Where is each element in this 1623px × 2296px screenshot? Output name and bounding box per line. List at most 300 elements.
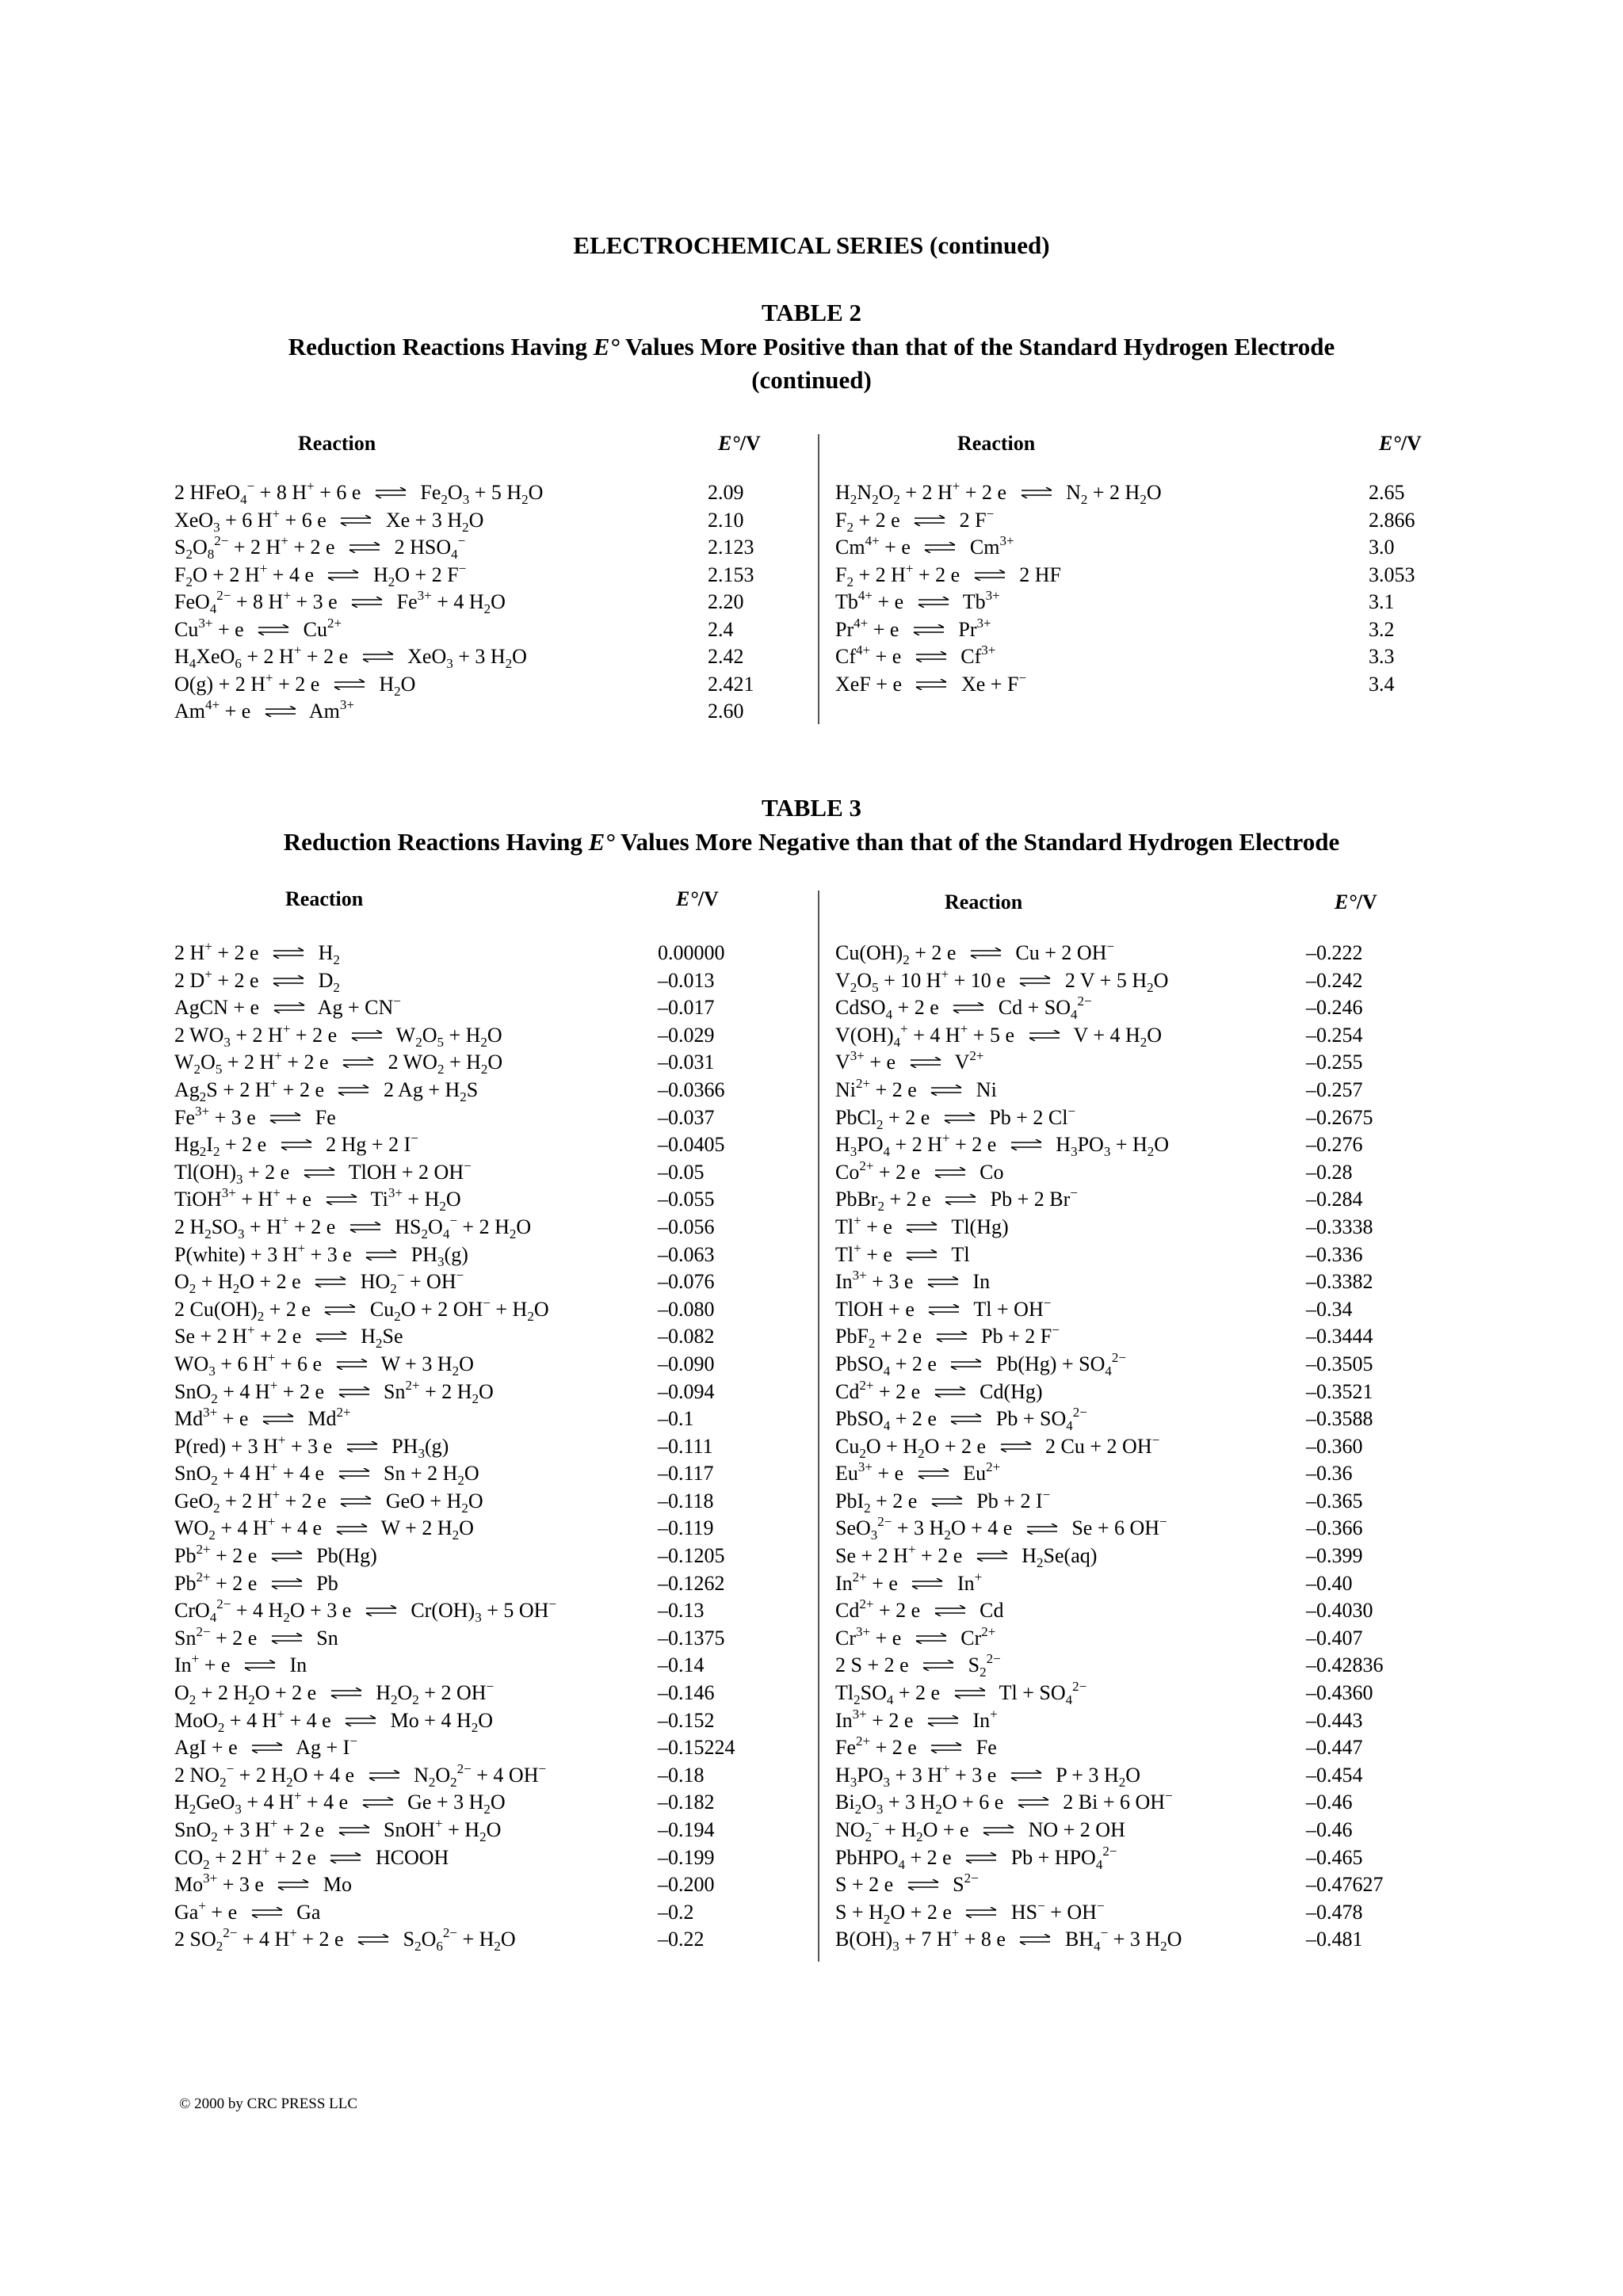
reaction-equation: $Cm^{4+} + e$ $Cm^{3+}$ [835, 533, 1014, 559]
potential-value: –0.017 [658, 996, 715, 1020]
table-row [835, 1871, 1469, 1899]
reaction-equation: SeO$_3^{2-}$ + 3 $H_2O + 4$ e Se + 6 OH− [835, 1514, 1167, 1543]
table-row [174, 698, 808, 726]
table-row [835, 1789, 1469, 1817]
table-row [174, 1899, 808, 1927]
table-row [174, 1433, 808, 1461]
table3-left-column [174, 940, 808, 1954]
potential-value: –0.14 [658, 1653, 705, 1677]
potential-value: –0.1 [658, 1407, 694, 1431]
equilibrium-arrow-icon [973, 570, 1006, 581]
table-row [835, 1049, 1469, 1077]
reaction-equation: $WO_2 + 4$ H+ + 4 e W + 2 $H_2O$ [174, 1514, 474, 1543]
potential-value: –0.118 [658, 1489, 714, 1512]
equilibrium-arrow-icon [944, 1194, 977, 1205]
reaction-equation: $Tl_2SO_4 + 2$ e $Tl + SO_4^{2-}$ [835, 1679, 1087, 1708]
reaction-equation: $H_2N_2O_2 + 2$ H+ + 2 e $N_2 + 2$ $H_2O$ [835, 479, 1162, 507]
equilibrium-arrow-icon [915, 651, 948, 662]
potential-value: –0.365 [1306, 1489, 1363, 1512]
table-row [835, 1844, 1469, 1872]
table-row [174, 589, 808, 616]
reaction-equation: $W_2O_5 + 2$ H+ + 2 e 2 $WO_2 + H_2O$ [174, 1048, 503, 1077]
table-row [174, 1460, 808, 1488]
table-row [835, 671, 1469, 699]
potential-value: –0.199 [658, 1845, 715, 1869]
equilibrium-arrow-icon [930, 1496, 964, 1507]
equilibrium-arrow-icon [1020, 487, 1053, 498]
table-row [174, 562, 808, 589]
equilibrium-arrow-icon [982, 1825, 1015, 1836]
table-row [174, 1597, 808, 1625]
reaction-equation: $Sn^{2-} + 2$ e Sn [174, 1623, 338, 1650]
equilibrium-arrow-icon [927, 1304, 960, 1315]
table-row [174, 1104, 808, 1132]
table-row [174, 1625, 808, 1653]
potential-value: –0.3338 [1306, 1215, 1373, 1238]
table-row [174, 1241, 808, 1269]
e-unit: /V [739, 432, 761, 455]
table-row [835, 1926, 1469, 1954]
table-row [174, 1680, 808, 1707]
equilibrium-arrow-icon [911, 1578, 944, 1589]
potential-value: –0.3505 [1306, 1352, 1373, 1375]
potential-value: –0.18 [658, 1763, 705, 1787]
potential-value: –0.242 [1306, 968, 1363, 992]
potential-value: –0.082 [658, 1325, 715, 1348]
potential-value: 2.421 [708, 672, 754, 696]
equilibrium-arrow-icon [915, 1633, 948, 1644]
reaction-equation: $Ag_2S + 2$ H+ + 2 e 2 $Ag + H_2S$ [174, 1075, 479, 1104]
reaction-equation: $O_2 + H_2O + 2$ e $HO_2^- + OH^-$ [174, 1268, 464, 1297]
equilibrium-arrow-icon [917, 1468, 950, 1479]
table3-left-reaction-header: Reaction [285, 887, 364, 910]
reaction-equation: CdSO$_4$ + 2 e $Cd + SO_4^{2-}$ [835, 994, 1092, 1023]
reaction-equation: $Am^{4+} + e$ $Am^{3+}$ [174, 697, 354, 723]
table2-subtitle-continued: (continued) [751, 366, 872, 394]
table-row [835, 1405, 1469, 1433]
table-row [835, 1104, 1469, 1132]
table-row [835, 1214, 1469, 1241]
potential-value: –0.152 [658, 1708, 715, 1732]
table3-right-column [835, 940, 1469, 1954]
table2-subtitle-pre: Reduction Reactions Having [288, 333, 594, 360]
table2-right-column [835, 479, 1469, 698]
reaction-equation: $Eu^{3+} + e$ $Eu^{2+}$ [835, 1459, 1001, 1486]
table2-right-e-header [1379, 432, 1422, 456]
potential-value: –0.28 [1306, 1160, 1353, 1184]
equilibrium-arrow-icon [923, 542, 957, 553]
table-row [174, 1762, 808, 1790]
table3-column-divider [818, 891, 819, 1962]
reaction-equation: $Bi_2O_3 + 3$ $H_2O + 6$ e 2 Bi + 6 OH− [835, 1788, 1173, 1817]
table-row [835, 616, 1469, 644]
reaction-equation: $Cd^{2+} + 2$ e Cd [835, 1596, 1004, 1623]
equilibrium-arrow-icon [344, 1715, 377, 1726]
equilibrium-arrow-icon [277, 1879, 310, 1890]
equilibrium-arrow-icon [905, 1249, 938, 1261]
reaction-equation: $Cf^{4+} + e$ $Cf^{3+}$ [835, 643, 996, 669]
table3-subtitle-pre: Reduction Reactions Having [283, 828, 589, 856]
reaction-equation: PbSO$_4$ + 2 e $Pb + SO_4^{2-}$ [835, 1405, 1087, 1434]
potential-value: –0.447 [1306, 1736, 1363, 1760]
potential-value: –0.399 [1306, 1544, 1363, 1568]
page-title: ELECTROCHEMICAL SERIES (continued) [573, 231, 1050, 259]
table-row [174, 1022, 808, 1050]
potential-value: –0.40 [1306, 1571, 1353, 1595]
potential-value: 2.60 [708, 700, 744, 723]
equilibrium-arrow-icon [303, 1167, 336, 1178]
table-row [835, 1625, 1469, 1653]
potential-value: 2.42 [708, 645, 744, 669]
potential-value: –0.246 [1306, 996, 1363, 1020]
equilibrium-arrow-icon [325, 1194, 358, 1205]
equilibrium-arrow-icon [999, 1441, 1033, 1452]
reaction-equation: $H_3PO_3 + 3$ H+ + 3 e P + 3 $H_2O$ [835, 1760, 1140, 1790]
equilibrium-arrow-icon [335, 1359, 369, 1370]
equilibrium-arrow-icon [357, 1934, 390, 1945]
table-row [174, 1159, 808, 1187]
table-row [835, 1652, 1469, 1680]
table-row [835, 1707, 1469, 1735]
table-row [835, 1351, 1469, 1379]
reaction-equation: $V_2O_5 + 10$ H+ + 10 e 2 V + 5 $H_2O$ [835, 966, 1169, 995]
equilibrium-arrow-icon [269, 1112, 302, 1123]
table-row [835, 1680, 1469, 1707]
reaction-equation: 2 HFeO$_4$− + 8 H+ + 6 e $Fe_2O_3 + 5$ $H_2O$ [174, 479, 544, 507]
reaction-equation: O(g) + 2 H+ + 2 e $H_2O$ [174, 669, 416, 699]
potential-value: –0.276 [1306, 1133, 1363, 1157]
potential-value: –0.076 [658, 1270, 715, 1294]
potential-value: 2.866 [1369, 508, 1415, 532]
reaction-equation: $Md^{3+} + e$ $Md^{2+}$ [174, 1405, 351, 1431]
reaction-equation: $Mo^{3+} + 3$ e Mo [174, 1871, 353, 1897]
reaction-equation: 2 $Cu(OH)_2 + 2$ e $Cu_2O + 2$ $OH^- + H_2O$ [174, 1295, 549, 1324]
equilibrium-arrow-icon [337, 1085, 370, 1096]
potential-value: –0.1375 [658, 1626, 725, 1650]
reaction-equation: MoO$_2$ + 4 H+ + 4 e Mo + 4 $H_2O$ [174, 1706, 493, 1735]
reaction-equation: $Pb^{2+} + 2$ e Pb [174, 1569, 338, 1595]
equilibrium-arrow-icon [315, 1331, 348, 1342]
equilibrium-arrow-icon [374, 487, 407, 498]
equilibrium-arrow-icon [257, 624, 290, 635]
e-unit: /V [697, 887, 719, 910]
table-row [835, 1488, 1469, 1516]
equilibrium-arrow-icon [969, 948, 1002, 959]
potential-value: –0.15224 [658, 1736, 735, 1760]
reaction-equation: $V^{3+} + e$ $V^{2+}$ [835, 1048, 984, 1074]
potential-value: –0.055 [658, 1188, 715, 1211]
reaction-equation: $O_2 + 2$ $H_2O + 2$ e $H_2O_2 + 2$ OH− [174, 1679, 495, 1708]
equilibrium-arrow-icon [926, 1276, 960, 1287]
table-row [174, 616, 808, 644]
table-row [835, 1597, 1469, 1625]
potential-value: –0.029 [658, 1023, 715, 1047]
equilibrium-arrow-icon [338, 1386, 371, 1398]
reaction-equation: $F_2 + 2$ e 2 F− [835, 505, 995, 535]
reaction-equation: $F_2O + 2$ H+ + 4 e $H_2O + 2$ F− [174, 560, 467, 589]
table-row [835, 1734, 1469, 1762]
equilibrium-arrow-icon [273, 1002, 306, 1013]
potential-value: 2.20 [708, 590, 744, 614]
table-row [174, 1844, 808, 1872]
reaction-equation: FeO$_4^{2-}$ + 8 H+ + 3 e $Fe^{3+} + 4$ $H_2O$ [174, 588, 506, 617]
table3-title: TABLE 3 [761, 794, 862, 822]
table-row [835, 1515, 1469, 1543]
potential-value: –0.284 [1306, 1188, 1363, 1211]
reaction-equation: $Cd^{2+} + 2$ e Cd(Hg) [835, 1377, 1043, 1403]
reaction-equation: $NO_2^- + H_2O + e$ NO + 2 OH [835, 1816, 1125, 1844]
table-row [174, 1405, 808, 1433]
table-row [835, 1543, 1469, 1570]
potential-value: –0.031 [658, 1051, 715, 1074]
equilibrium-arrow-icon [243, 1660, 277, 1671]
e-symbol: E° [1335, 891, 1357, 913]
e-unit: /V [1400, 432, 1422, 455]
reaction-equation: $Co^{2+} + 2$ e Co [835, 1158, 1004, 1184]
table-row [835, 1323, 1469, 1351]
equilibrium-arrow-icon [327, 570, 360, 581]
potential-value: –0.182 [658, 1791, 715, 1814]
table-row [835, 507, 1469, 535]
reaction-equation: XeO$_3$ + 6 H+ + 6 e Xe + 3 $H_2O$ [174, 505, 484, 535]
table-row [174, 1268, 808, 1296]
reaction-equation: $Tl(OH)_3 + 2$ e TlOH + 2 OH− [174, 1158, 472, 1187]
table3-subtitle-post: Values More Negative than that of the Standard Hydrogen Electrode [614, 828, 1340, 856]
reaction-equation: $F_2 + 2$ H+ + 2 e 2 HF [835, 560, 1061, 589]
reaction-equation: $Fe^{3+} + 3$ e Fe [174, 1103, 336, 1129]
potential-value: –0.46 [1306, 1791, 1353, 1814]
equilibrium-arrow-icon [333, 679, 366, 690]
equilibrium-arrow-icon [250, 1907, 284, 1918]
reaction-equation: CrO$_4^{2-}$ + 4 $H_2O + 3$ e $Cr(OH)_3 + 5$ OH− [174, 1596, 556, 1626]
equilibrium-arrow-icon [930, 1085, 963, 1096]
table2-right-reaction-header: Reaction [957, 432, 1036, 455]
equilibrium-arrow-icon [329, 1852, 362, 1863]
reaction-equation: XeF + e Xe + F− [835, 669, 1027, 696]
equilibrium-arrow-icon [280, 1139, 313, 1150]
table2-subtitle [0, 333, 1623, 361]
equilibrium-arrow-icon [909, 1057, 942, 1068]
potential-value: 3.2 [1369, 617, 1395, 641]
e-unit: /V [1356, 891, 1377, 913]
equilibrium-arrow-icon [342, 1057, 375, 1068]
table-row [835, 479, 1469, 507]
equilibrium-arrow-icon [934, 1386, 967, 1398]
potential-value: –0.255 [1306, 1051, 1363, 1074]
potential-value: –0.22 [658, 1928, 705, 1951]
equilibrium-arrow-icon [949, 1359, 983, 1370]
equilibrium-arrow-icon [272, 975, 305, 986]
potential-value: –0.254 [1306, 1023, 1363, 1047]
equilibrium-arrow-icon [964, 1852, 998, 1863]
table-row [835, 1268, 1469, 1296]
table2-title: TABLE 2 [761, 299, 862, 326]
table-row [174, 1077, 808, 1104]
reaction-equation: $In^{3+} + 2$ e In+ [835, 1706, 998, 1732]
table-row [835, 1159, 1469, 1187]
potential-value: –0.222 [1306, 941, 1363, 964]
potential-value: –0.454 [1306, 1763, 1363, 1787]
reaction-equation: $Tb^{4+} + e$ $Tb^{3+}$ [835, 588, 1000, 614]
reaction-equation: $Cu(OH)_2 + 2$ e Cu + 2 OH− [835, 939, 1115, 967]
reaction-equation: TlOH + e Tl + OH− [835, 1295, 1052, 1321]
table3-left-e-header [676, 887, 719, 911]
table-row [174, 1734, 808, 1762]
equilibrium-arrow-icon [964, 1907, 998, 1918]
equilibrium-arrow-icon [913, 515, 946, 526]
reaction-equation: $B(OH)_3 + 7$ H+ + 8 e $BH_4^- + 3$ $H_2O$ [835, 1925, 1182, 1955]
equilibrium-arrow-icon [339, 1496, 372, 1507]
table-row [174, 1049, 808, 1077]
reaction-equation: TiOH$^{3+}$ + H+ + e $Ti^{3+} + H_2O$ [174, 1185, 461, 1215]
table3-right-reaction-header: Reaction [945, 891, 1023, 913]
potential-value: –0.407 [1306, 1626, 1363, 1650]
equilibrium-arrow-icon [1018, 1934, 1052, 1945]
table-row [174, 1817, 808, 1844]
reaction-equation: 2 H+ + 2 e $H_2$ [174, 939, 340, 967]
equilibrium-arrow-icon [934, 1167, 967, 1178]
reaction-equation: 2 $NO_2^- + 2$ $H_2O + 4$ e $N_2O_2^{2-} + 4$ OH− [174, 1760, 547, 1790]
table-row [835, 1022, 1469, 1050]
equilibrium-arrow-icon [262, 1413, 295, 1425]
potential-value: 3.053 [1369, 563, 1415, 586]
potential-value: –0.0366 [658, 1077, 725, 1101]
potential-value: –0.094 [658, 1379, 715, 1403]
potential-value: –0.063 [658, 1242, 715, 1266]
potential-value: –0.146 [658, 1681, 715, 1705]
potential-value: 2.4 [708, 617, 734, 641]
table-row [174, 1926, 808, 1954]
equilibrium-arrow-icon [338, 1468, 371, 1479]
reaction-equation: $S_2O_8^{2-} + 2$ H+ + 2 e 2 $HSO_4^-$ [174, 533, 466, 563]
table-row [174, 1789, 808, 1817]
potential-value: –0.05 [658, 1160, 705, 1184]
table-row [835, 1817, 1469, 1844]
reaction-equation: PbHPO$_4$ + 2 e $Pb + HPO_4^{2-}$ [835, 1843, 1117, 1872]
equilibrium-arrow-icon [346, 1441, 379, 1452]
equilibrium-arrow-icon [314, 1276, 347, 1287]
table-row [835, 994, 1469, 1022]
equilibrium-arrow-icon [922, 1660, 955, 1671]
potential-value: –0.194 [658, 1818, 715, 1841]
e-symbol: E° [676, 887, 698, 910]
equilibrium-arrow-icon [361, 651, 395, 662]
potential-value: 3.4 [1369, 672, 1395, 696]
equilibrium-arrow-icon [907, 1879, 940, 1890]
reaction-equation: PbSO$_4$ + 2 e $Pb(Hg) + SO_4^{2-}$ [835, 1349, 1126, 1379]
equilibrium-arrow-icon [330, 1688, 363, 1699]
equilibrium-arrow-icon [264, 706, 297, 717]
equilibrium-arrow-icon [926, 1715, 960, 1726]
reaction-equation: GeO$_2$ + 2 H+ + 2 e GeO + $H_2O$ [174, 1486, 483, 1516]
equilibrium-arrow-icon [350, 1030, 384, 1041]
potential-value: –0.3382 [1306, 1270, 1373, 1294]
reaction-equation: AgCN + e Ag + CN− [174, 994, 401, 1020]
equilibrium-arrow-icon [917, 597, 950, 608]
reaction-equation: S + 2 e $S^{2-}$ [835, 1871, 979, 1897]
potential-value: –0.336 [1306, 1242, 1363, 1266]
table-row [174, 1652, 808, 1680]
table-row [174, 507, 808, 535]
equilibrium-arrow-icon [1010, 1139, 1043, 1150]
table-row [835, 1131, 1469, 1159]
table-row [174, 643, 808, 671]
equilibrium-arrow-icon [349, 1222, 382, 1233]
potential-value: 2.09 [708, 481, 744, 504]
potential-value: 2.10 [708, 508, 744, 532]
equilibrium-arrow-icon [348, 542, 381, 553]
equilibrium-arrow-icon [930, 1742, 963, 1753]
potential-value: –0.443 [1306, 1708, 1363, 1732]
table-row [174, 1186, 808, 1214]
equilibrium-arrow-icon [365, 1605, 398, 1616]
table-row [174, 994, 808, 1022]
equilibrium-arrow-icon [368, 1770, 401, 1781]
reaction-equation: PbCl$_2$ + 2 e Pb + 2 Cl− [835, 1103, 1076, 1132]
equilibrium-arrow-icon [338, 1825, 371, 1836]
reaction-equation: $In^{3+} + 3$ e In [835, 1268, 991, 1294]
table-row [174, 940, 808, 967]
reaction-equation: SnO$_2$ + 4 H+ + 4 e Sn + 2 $H_2O$ [174, 1459, 479, 1489]
table-row [835, 1296, 1469, 1324]
equilibrium-arrow-icon [934, 1605, 967, 1616]
equilibrium-arrow-icon [912, 624, 945, 635]
table-row [174, 967, 808, 995]
equilibrium-arrow-icon [270, 1578, 304, 1589]
potential-value: –0.478 [1306, 1900, 1363, 1924]
table2-left-reaction-header: Reaction [298, 432, 376, 455]
reaction-equation: Tl+ + e Tl(Hg) [835, 1212, 1009, 1238]
table-row [174, 1131, 808, 1159]
equilibrium-arrow-icon [1028, 1030, 1061, 1041]
potential-value: –0.46 [1306, 1818, 1353, 1841]
table-row [835, 589, 1469, 616]
reaction-equation: Se + 2 H+ + 2 e $H_2Se$ [174, 1322, 403, 1352]
reaction-equation: $Fe^{2+} + 2$ e Fe [835, 1733, 997, 1760]
reaction-equation: $Hg_2I_2 + 2$ e 2 Hg + 2 I− [174, 1131, 418, 1160]
potential-value: –0.1262 [658, 1571, 725, 1595]
potential-value: –0.4360 [1306, 1681, 1373, 1705]
potential-value: 3.3 [1369, 645, 1395, 669]
table-row [174, 1488, 808, 1516]
table2-subtitle-e: E° [593, 333, 620, 360]
reaction-equation: Ga+ + e Ga [174, 1897, 321, 1924]
potential-value: –0.200 [658, 1873, 715, 1897]
e-symbol: E° [1379, 432, 1401, 455]
potential-value: –0.34 [1306, 1297, 1353, 1321]
table-row [174, 479, 808, 507]
reaction-equation: Se + 2 H+ + 2 e $H_2Se(aq)$ [835, 1542, 1098, 1571]
reaction-equation: $H_3PO_4 + 2$ H+ + 2 e $H_3PO_3 + H_2O$ [835, 1131, 1170, 1160]
table-row [835, 967, 1469, 995]
potential-value: –0.3521 [1306, 1379, 1373, 1403]
reaction-equation: 2 $SO_2^{2-} + 4$ H+ + 2 e $S_2O_6^{2-} + H_2O$ [174, 1925, 516, 1955]
potential-value: –0.111 [658, 1434, 713, 1458]
potential-value: –0.090 [658, 1352, 715, 1375]
equilibrium-arrow-icon [1025, 1524, 1059, 1535]
table-row [835, 534, 1469, 562]
table-row [835, 1433, 1469, 1461]
table-row [174, 1351, 808, 1379]
table2-subtitle-post: Values More Positive than that of the Standard Hydrogen Electrode [619, 333, 1335, 360]
equilibrium-arrow-icon [350, 597, 384, 608]
equilibrium-arrow-icon [270, 1550, 304, 1562]
potential-value: 2.65 [1369, 481, 1405, 504]
table-row [174, 534, 808, 562]
potential-value: –0.2 [658, 1900, 694, 1924]
reaction-equation: $Ni^{2+} + 2$ e Ni [835, 1075, 997, 1101]
equilibrium-arrow-icon [1010, 1770, 1043, 1781]
